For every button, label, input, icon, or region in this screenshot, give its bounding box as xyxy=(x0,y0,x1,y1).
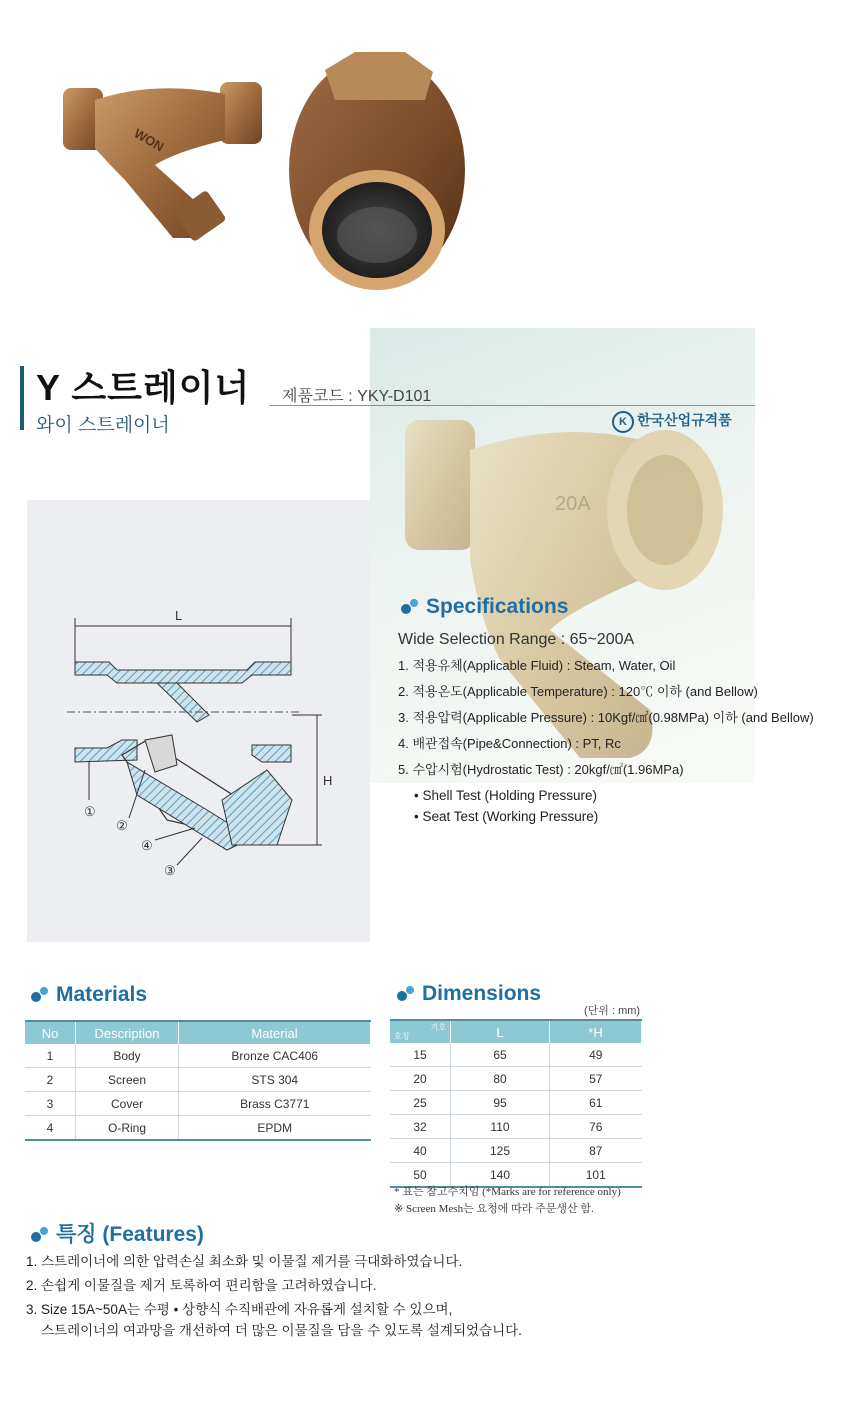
spec-test-item: • Seat Test (Working Pressure) xyxy=(414,809,599,824)
callout-2: ② xyxy=(116,818,128,833)
water-drop-icon xyxy=(400,598,420,614)
table-cell: 65 xyxy=(451,1043,550,1067)
table-cell: 15 xyxy=(390,1043,451,1067)
spec-tests xyxy=(414,788,598,830)
callout-4: ④ xyxy=(141,838,153,853)
feature-item: 2. 손쉽게 이물질을 제거 토록하여 편리함을 고려하였습니다. xyxy=(26,1278,377,1293)
table-cell: Body xyxy=(76,1044,179,1068)
table-row xyxy=(390,1115,642,1139)
table-cell: EPDM xyxy=(179,1116,371,1141)
table-cell: 4 xyxy=(25,1116,76,1141)
corner-label-bottom: 호칭 xyxy=(394,1032,410,1041)
product-photo-side xyxy=(55,70,270,245)
spec-item: 2. 적용온도(Applicable Temperature) : 120℃ 이하 (and Bellow) xyxy=(398,684,758,699)
feature-item: 1. 스트레이너에 의한 압력손실 최소화 및 이물질 제거를 극대화하였습니다. xyxy=(26,1254,463,1269)
page-subtitle: 와이 스트레이너 xyxy=(36,415,170,436)
column-header: *H xyxy=(550,1020,642,1043)
table-row xyxy=(25,1068,371,1092)
column-header: Description xyxy=(76,1021,179,1044)
svg-text:WON: WON xyxy=(131,125,167,155)
column-header: Material xyxy=(179,1021,371,1044)
table-header-row xyxy=(390,1020,642,1043)
note-line: * 표는 참고수치임 (*Marks are for reference only) xyxy=(394,1186,621,1198)
table-cell: STS 304 xyxy=(179,1068,371,1092)
spec-test-item: • Shell Test (Holding Pressure) xyxy=(414,788,598,803)
spec-range: Wide Selection Range : 65~200A xyxy=(398,631,635,648)
table-cell: Cover xyxy=(76,1092,179,1116)
table-cell: 61 xyxy=(550,1091,642,1115)
cross-section-diagram xyxy=(27,500,370,942)
spec-item: 4. 배관접속(Pipe&Connection) : PT, Rc xyxy=(398,736,621,751)
table-row xyxy=(390,1139,642,1163)
table-cell: 40 xyxy=(390,1139,451,1163)
spec-item: 3. 적용압력(Applicable Pressure) : 10Kgf/㎠(0.98MPa) 이하 (and Bellow) xyxy=(398,710,814,725)
dimensions-heading: Dimensions xyxy=(396,982,541,1006)
table-cell: 140 xyxy=(451,1163,550,1188)
product-photo-front xyxy=(285,40,470,305)
note-line: ※ Screen Mesh는 요청에 따라 주문생산 함. xyxy=(394,1203,594,1215)
water-drop-icon xyxy=(30,986,50,1002)
table-row xyxy=(25,1044,371,1068)
callout-1: ① xyxy=(84,804,96,819)
table-cell: O-Ring xyxy=(76,1116,179,1141)
table-row xyxy=(25,1116,371,1141)
materials-table xyxy=(25,1020,371,1141)
table-header-row xyxy=(25,1021,371,1044)
dimension-l-label: L xyxy=(175,608,183,623)
column-header: No xyxy=(25,1021,76,1044)
page-title: Y 스트레이너 xyxy=(36,367,251,408)
callout-3: ③ xyxy=(164,863,176,878)
table-cell: Bronze CAC406 xyxy=(179,1044,371,1068)
water-drop-icon xyxy=(396,985,416,1001)
table-row xyxy=(390,1067,642,1091)
table-cell: 2 xyxy=(25,1068,76,1092)
dimensions-notes xyxy=(394,1183,621,1217)
table-cell: 32 xyxy=(390,1115,451,1139)
product-code: 제품코드 : YKY-D101 xyxy=(282,388,432,405)
spec-list xyxy=(398,658,814,788)
table-cell: 76 xyxy=(550,1115,642,1139)
table-cell: 80 xyxy=(451,1067,550,1091)
spec-item: 1. 적용유체(Applicable Fluid) : Steam, Water, Oil xyxy=(398,658,676,673)
table-row xyxy=(25,1092,371,1116)
dimensions-table xyxy=(390,1019,642,1188)
features-list xyxy=(26,1250,522,1343)
feature-item-continued: 스트레이너의 여과망을 개선하여 더 많은 이물질을 담을 수 있도록 설계되었습니다. xyxy=(41,1323,522,1338)
title-accent-bar xyxy=(20,366,24,430)
water-drop-icon xyxy=(30,1226,50,1242)
ks-icon: K xyxy=(612,411,634,433)
corner-label-top: 기호 xyxy=(430,1023,446,1032)
materials-heading: Materials xyxy=(30,983,147,1007)
ks-certification-mark xyxy=(612,410,732,433)
table-cell: 95 xyxy=(451,1091,550,1115)
table-cell: 50 xyxy=(390,1163,451,1188)
features-heading: 특징 (Features) xyxy=(30,1218,204,1248)
table-cell: Brass C3771 xyxy=(179,1092,371,1116)
table-cell: 110 xyxy=(451,1115,550,1139)
table-cell: 1 xyxy=(25,1044,76,1068)
table-cell: 101 xyxy=(550,1163,642,1188)
table-cell: 25 xyxy=(390,1091,451,1115)
table-cell: 3 xyxy=(25,1092,76,1116)
ks-label: 한국산업규격품 xyxy=(637,412,732,428)
table-cell: 49 xyxy=(550,1043,642,1067)
title-divider xyxy=(270,405,755,406)
table-cell: 20 xyxy=(390,1067,451,1091)
corner-header xyxy=(390,1020,451,1043)
table-row xyxy=(390,1091,642,1115)
table-cell: 87 xyxy=(550,1139,642,1163)
dimensions-unit: (단위 : mm) xyxy=(584,1005,641,1017)
table-cell: 125 xyxy=(451,1139,550,1163)
specifications-heading: Specifications xyxy=(400,595,568,619)
feature-item: 3. Size 15A~50A는 수평 • 상향식 수직배관에 자유롭게 설치할 수 있으며, xyxy=(26,1302,453,1317)
svg-text:20A: 20A xyxy=(555,493,591,515)
column-header: L xyxy=(451,1020,550,1043)
spec-item: 5. 수압시험(Hydrostatic Test) : 20kgf/㎠(1.96MPa) xyxy=(398,762,684,777)
table-cell: 57 xyxy=(550,1067,642,1091)
table-row xyxy=(390,1043,642,1067)
table-cell: Screen xyxy=(76,1068,179,1092)
dimension-h-label: H xyxy=(323,773,333,788)
